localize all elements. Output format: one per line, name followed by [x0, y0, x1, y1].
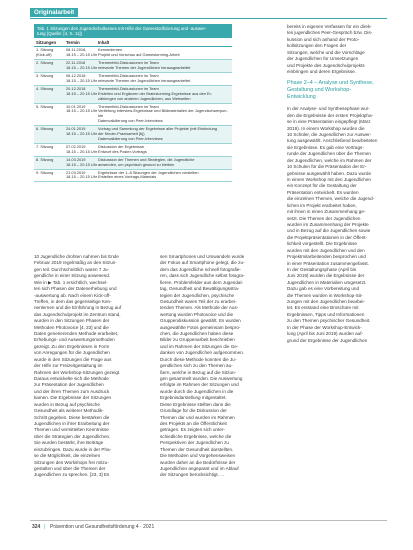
content-cell — [98, 87, 232, 102]
session-cell — [34, 158, 66, 168]
page-number: 324 — [32, 524, 41, 530]
cell-line: 21.03.2019 — [66, 170, 86, 175]
session-cell — [34, 127, 66, 142]
journal-name: Prävention und Gesundheitsförderung 4 · 2021 — [50, 524, 155, 530]
text-line: und Projekte des Jugendschulprojekts — [287, 62, 365, 68]
footer-separator: | — [44, 524, 46, 530]
cell-line: 08.11.2018, — [66, 48, 87, 53]
body-column-left — [34, 254, 146, 479]
date-cell — [66, 158, 98, 168]
text-line: der Fokus auf Smartphone gelegt, die zu- — [160, 260, 245, 266]
text-line: Rahmen der Workshop-Sitzungen gezeigt. — [34, 369, 121, 375]
text-line: Treffen, in dem das gegenseitige Ken- — [34, 298, 112, 304]
text-line: dem das Jugendliche schnell fotografie- — [160, 266, 241, 272]
text-line: ren, dass sich Jugendliche selbst fotogra- — [160, 273, 245, 279]
table-row — [34, 73, 232, 86]
table-row — [34, 86, 232, 104]
cell-line: Datenvalidierung von Peer-Interviews — [98, 119, 163, 124]
text-line: wurden in den Sitzungen Phasen der — [34, 318, 110, 324]
text-line: Präsentation entwickelt. Es wurden — [287, 189, 359, 195]
text-line: Jugendlichen in Materialien umgesetzt. — [287, 279, 367, 285]
text-line: einbringen und deren Ergebnisse. — [287, 68, 356, 74]
text-line: lichen im Projekt erarbeitet haben, — [287, 202, 357, 208]
cell-line: 18.15 – 20.15 Uhr — [66, 175, 98, 180]
text-line: lung (April bis Juni 2019) wurden auf- — [287, 331, 364, 337]
cell-line: 4. Sitzung — [36, 86, 54, 91]
session-cell — [34, 145, 66, 155]
session-cell — [34, 48, 66, 58]
text-line: Themen der Gesundheit darstellten. — [160, 446, 234, 452]
session-cell — [34, 105, 66, 125]
text-line: In der Phase der Workshop-Entwick- — [287, 324, 362, 330]
text-line: Gesundheit waren Teil der zu erarbei- — [160, 298, 237, 304]
page-footer — [30, 520, 387, 535]
table-body — [34, 47, 232, 182]
text-line: gezeigt. Zu den Ergebnissen in Form — [34, 343, 110, 349]
text-line: ein Konzept für die Gestaltung der — [287, 183, 357, 189]
text-line: tegien der Jugendlichen, psychische — [160, 292, 235, 298]
cell-line: 14.03.2019 — [66, 157, 86, 162]
date-cell — [66, 74, 98, 84]
cell-line: Ergebnisse der 1–8 Sitzungen der Jugendlichen vorstellen — [98, 170, 199, 175]
text-line: lichkeit vorgestellt. Die Ergebnisse — [287, 241, 357, 247]
text-line: die einzelnen Themen, welche die Jugend- — [287, 196, 375, 202]
sessions-table — [34, 24, 232, 182]
table-row — [34, 126, 232, 144]
cell-line: 18.15 – 20.15 Uhr — [66, 132, 98, 137]
cell-line: 9. Sitzung — [36, 170, 54, 175]
table-row — [34, 104, 232, 127]
date-cell — [66, 127, 98, 142]
date-cell — [66, 105, 98, 125]
text-line: in einer Präsentation zusammengefasst. — [287, 260, 369, 266]
content-cell — [98, 171, 232, 181]
cell-line: Erstellen eines Vortrags-Materials — [98, 175, 157, 180]
cell-line: Entwurf des Poster-Vortrags — [98, 149, 147, 154]
heading-line: Entwicklung — [287, 94, 316, 101]
text-line: ßern, welche in Bezug auf die Sitzun- — [160, 369, 237, 375]
table-caption — [34, 24, 232, 38]
text-line: sie Ergebnisse. Es gab eine Vortrags- — [287, 144, 364, 150]
text-line: se die Möglichkeit, die einzelnen — [34, 453, 101, 459]
text-line: der Hilfe zur Freizeitgestaltung im — [34, 363, 103, 369]
cell-line: Themenfeld-Diskussionen im Team — [98, 104, 159, 109]
text-line: -auswertung ab. Nach einem Kick-off- — [34, 292, 111, 298]
date-cell — [66, 145, 98, 155]
text-line: wurde in den Sitzungen die Frage aus — [34, 356, 112, 362]
text-line: se in eine Präsentation eingepflegt (März — [287, 119, 371, 125]
column-header-sessions: Sitzungen — [36, 40, 57, 46]
text-line: ten sich Phasen der Datenerhebung und — [34, 286, 117, 292]
text-line: tenden Themen. Als Methode der Aus- — [160, 305, 239, 311]
text-line: ausgewählte Fotos gemeinsam bespro- — [160, 324, 241, 330]
text-line: gendliche in einer Sitzung anwesend. — [34, 273, 111, 279]
text-line: 10 Schüler, die Jugendlichen zur Auswer- — [287, 132, 372, 138]
text-line: und im Rahmen der Sitzungen die Ge- — [160, 343, 239, 349]
text-line: Jugendlichen in ihrer Erarbeitung der — [34, 420, 110, 426]
text-line: Themen dar und wurden im Rahmen — [160, 414, 235, 420]
text-line: Themen und vermittelten Kenntnisse — [34, 427, 109, 433]
text-line: zu den Themen psychischer Gesundheit. — [287, 318, 371, 324]
cell-line: Datenvalidierung von Peer-Interviews — [98, 137, 163, 141]
cell-line: Themenfeld-Diskussionen im Team — [98, 61, 159, 66]
text-line: kollsitzungen den Fragen der — [287, 43, 347, 49]
content-cell — [98, 61, 232, 71]
text-line: Ergebnissen, Tipps und Informationen — [287, 311, 365, 317]
text-line: und der ihren Themen zum Ausdruck — [34, 388, 110, 394]
text-line: Bilder zu Gruppenarbeit beschrieben — [160, 337, 235, 343]
text-line: In der Gestaltungsphase (April bis — [287, 266, 357, 272]
cell-line: 1. Sitzung — [36, 48, 54, 53]
cell-line: zählungen von anderen Jugendlichen, aus Webseiten — [98, 96, 191, 101]
text-line: tung ausgewählt. Anschließend bearbeiteten — [287, 138, 378, 144]
text-line: gen gesammelt wurden. Die Auswertung — [160, 376, 243, 382]
cell-line: 24.01.2019 — [66, 127, 86, 132]
text-line: Wie in ▶ Tab. 1 ersichtlich, wechsel- — [34, 279, 108, 285]
cell-line: 07.02.2019 — [66, 144, 86, 149]
cell-line: 18.15 – 20.15 Uhr — [66, 78, 98, 83]
content-cell — [98, 127, 232, 142]
text-line: gebnisse ausgewählt haben. Dazu wurde — [287, 170, 372, 176]
text-line: wurden daher an die Bedürfnisse der — [160, 459, 236, 465]
section-label: Originalarbeit — [30, 8, 78, 17]
table-row — [34, 60, 232, 73]
date-cell — [66, 171, 98, 181]
text-line: kussion und sich anhand der Proto- — [287, 36, 360, 42]
cell-line: 18.15 – 20.15 Uhr — [66, 149, 98, 154]
text-line: das Jugendschulprojekt im Zentrum stand, — [34, 311, 121, 317]
text-line: Methoden Photovoice [4, 23] und die — [34, 324, 109, 330]
cell-line: 2. Sitzung — [36, 61, 54, 66]
text-line: runde der Jugendlichen über die Themen — [287, 151, 371, 157]
text-line: die Projektpräsentationen in der Öffent- — [287, 234, 368, 240]
cell-line: Kennenlernen — [98, 48, 123, 53]
cell-line: Themenfeld-Diskussionen im Team — [98, 74, 159, 79]
cell-line: Diskussion der Themen und Strategien, die Jugendliche — [98, 157, 195, 162]
table-header — [34, 38, 232, 47]
text-line: danken von Jugendlichen aufgenommen. — [160, 350, 245, 356]
cell-line: relevante Themen der Jugendlichen herausgearbeitet — [98, 66, 191, 71]
text-line: zungen mit den Jugendlichen bearbei- — [287, 299, 365, 305]
text-line: Schritt gegeben. Diese bestärken die — [34, 414, 110, 420]
text-line: Juni 2019) wurden die Ergebnisse der — [287, 273, 365, 279]
text-line: 10 Schulen für die Präsentation der Er- — [287, 164, 367, 170]
text-line: fieren. Problemfelder aus dem Jugendal- — [160, 279, 243, 285]
text-line: tes jugendliches Peer-Gespräch bzw. Dis- — [287, 30, 373, 36]
text-line: Erhebungs- und Auswertungsmethoden — [34, 337, 115, 343]
date-cell — [66, 87, 98, 102]
table-row — [34, 144, 232, 157]
text-line: wurden mit den Jugendlichen und den — [287, 247, 365, 253]
cell-line: anwenden, um psychisch gesund zu bleiben — [98, 162, 175, 167]
text-line: chen, die Jugendlichen haben diese — [160, 331, 234, 337]
header-divider — [30, 18, 387, 19]
session-cell — [34, 74, 66, 84]
text-line: Daten generierenden Methode erarbeitet, — [34, 331, 119, 337]
text-line: Sitzungen, welche und die Vorschläge — [287, 49, 365, 55]
text-line: getragen. Es zeigten sich unter- — [160, 427, 225, 433]
content-cell — [98, 48, 232, 58]
text-line: wurden im Zusammenhang der Projekte — [287, 221, 369, 227]
text-line: und in Bezug auf die Jugendlichen sowie — [287, 228, 371, 234]
text-line: Durch diese Methode konnten die Ju- — [160, 356, 237, 362]
cell-line: (Kick-off) — [36, 53, 52, 58]
text-line: schiedliche Ergebnisse, welche die — [160, 433, 232, 439]
text-line: den die Ergebnisse der ersten Projektpha- — [287, 112, 374, 118]
cell-line: Erstellen und Ergänzen der Brainstorming-Ergebnisse aus den Er- — [98, 91, 213, 96]
text-line: von Anregungen für die Jugendlichen — [34, 350, 110, 356]
text-line: Diese Ergebnisse stellten dann die — [160, 401, 231, 407]
text-line: sen Smartphones und Umwandeln wurde — [160, 254, 245, 259]
text-line: kamen. Die Ergebnisse der Sitzungen — [34, 395, 112, 401]
heading-line: Gestaltung und Workshop- — [287, 87, 352, 94]
right-column-body — [287, 106, 387, 344]
text-line: des Projekts an die Öffentlichkeit — [160, 420, 227, 426]
cell-line: 18.15 – 20.15 Uhr — [66, 109, 98, 114]
text-line: zur Präsentation der Jugendlichen — [34, 382, 104, 388]
text-line: Gruppendiskussion gewählt. Es wurden — [160, 318, 241, 324]
cell-line: relevante Themen der Jugendlichen herausgearbeitet — [98, 78, 191, 83]
text-line: Sitzungen des Workshops frei mitzu- — [34, 459, 109, 465]
text-line: der Jugendlichen, welche im Rahmen der — [287, 157, 372, 163]
content-cell — [98, 145, 232, 155]
content-cell — [98, 74, 232, 84]
cell-line: 8. Sitzung — [36, 157, 54, 162]
column-header-date: Termin — [66, 40, 80, 46]
text-line: wurden in Bezug auf psychische — [34, 401, 100, 407]
content-cell — [98, 158, 232, 168]
text-line: grund der Ergebnisse der Jugendlichen — [287, 337, 368, 343]
text-line: der Jugendlichen für Umsetzungen — [287, 56, 359, 62]
text-line: nenlernen und die Einführung in Bezug auf — [34, 305, 122, 311]
text-line: Dazu gab es eine Vorbereitung und — [287, 286, 360, 292]
body-column-middle — [160, 254, 272, 479]
right-column-intro — [287, 24, 387, 75]
text-line: tag, Gesundheit und Bewältigungsstra- — [160, 286, 240, 292]
text-line: mit ihnen in einen Zusammenhang ge- — [287, 209, 366, 215]
text-line: 2019). In einem Workshop wurden die — [287, 125, 365, 131]
cell-line: Vertiefung Interview-Ergebnisse und Bildmaterialien der Jugendschwerpun- — [98, 109, 228, 114]
section-heading — [287, 80, 387, 101]
text-line: Grundlage für die Diskussion der — [160, 408, 227, 414]
heading-line: Phase 2–4 – Analyse und Synthese, — [287, 80, 374, 87]
cell-line: 20.12.2018 — [66, 86, 86, 91]
text-line: Perspektiven der Jugendlichen zu — [160, 440, 229, 446]
session-cell — [34, 171, 66, 181]
caption-line: tung (Quelle: [4, S. 11]) — [37, 31, 83, 37]
cell-line: 18.15 – 20.15 Uhr — [66, 162, 98, 167]
cell-line: 10.01.2019 — [66, 104, 86, 109]
cell-line: kte — [98, 114, 104, 119]
text-line: bereits in eigenen Verfassen für ein direk- — [287, 24, 372, 29]
cell-line: der Kinder-Praxisarbeit [b]) — [98, 132, 145, 137]
session-cell — [34, 61, 66, 71]
caption-line: Tab. 1 Sitzungen des Jugendschulkurses mit Hilfe der Gamestorifizierung und -auswer- — [37, 26, 207, 31]
cell-line: 5. Sitzung — [36, 104, 54, 109]
text-line: wurde durch die Jugendlichen in die — [160, 388, 234, 394]
text-line: setzt. Die Themen der Jugendlichen — [287, 215, 361, 221]
table-row — [34, 170, 232, 183]
table-row — [34, 47, 232, 60]
text-line: Sie wurden bestärkt, ihre Beiträge — [34, 440, 104, 446]
text-line: gendlichen sich zu den Themen äu- — [160, 363, 233, 369]
text-line: Die Methoden und Vorgehensweisen — [160, 453, 236, 459]
cell-line: 18.15 – 20.15 Uhr — [66, 53, 98, 58]
table-row — [34, 157, 232, 170]
text-line: über die Strategien der Jugendlichen. — [34, 433, 111, 439]
date-cell — [66, 61, 98, 71]
cell-line: Projekt und Vorschau auf Gamestorming-Arbeit — [98, 53, 180, 58]
cell-line: 3. Sitzung — [36, 74, 54, 79]
text-line: der Sitzungen berücksichtigt. ... — [160, 472, 225, 478]
text-line: einzubringen. Dazu wurde in der Pha- — [34, 446, 112, 452]
cell-line: Diskussion der Ergebnisse — [98, 144, 145, 149]
text-line: Jugendlichen angepasst und im Ablauf — [160, 465, 239, 471]
session-cell — [34, 87, 66, 102]
text-line: die Themen wurden in Workshop-Sit- — [287, 292, 363, 298]
text-line: tet. Es entstand eine Broschüre mit — [287, 305, 359, 311]
cell-line: 18.15 – 20.15 Uhr — [66, 91, 98, 96]
text-line: 10 Jugendliche drohten nahmen bis Ende — [34, 254, 119, 259]
text-line: Ergebnisdarstellung mitgestaltet. — [160, 395, 227, 401]
cell-line: 06.12.2018 — [66, 74, 86, 79]
body-column-right — [287, 24, 387, 344]
date-cell — [66, 48, 98, 58]
cell-line: 18.15 – 20.15 Uhr — [66, 66, 98, 71]
text-line: In der Analyse- und Synthesephase wur- — [287, 106, 370, 112]
cell-line: Themenfeld-Diskussionen im Team — [98, 86, 159, 91]
text-line: Februar 2019 regelmäßig an den Sitzun- — [34, 260, 117, 266]
text-line: wertung wurden Photovoice und die — [160, 311, 234, 317]
cell-line: 6. Sitzung — [36, 127, 54, 132]
text-line: Projektmitarbeitenden besprochen und — [287, 254, 366, 260]
cell-line: 22.11.2018 — [66, 61, 86, 66]
cell-line: 7. Sitzung — [36, 144, 54, 149]
column-header-content: Inhalt — [98, 40, 110, 46]
cell-line: Vortrag und Sammlung der Ergebnisse aller Projekte (mit Einbindung — [98, 127, 217, 132]
content-cell — [98, 105, 232, 125]
text-line: erfolgte im Rahmen der Sitzungen und — [160, 382, 239, 388]
text-line: gen teil. Durchschnittlich waren 7 Ju- — [34, 266, 110, 272]
text-line: Jugendlichen zu sprechen. [23, 3] Es — [34, 472, 110, 478]
text-line: Gesundheit als weiterer Methodik- — [34, 408, 104, 414]
text-line: gestalten und über die Themen der — [34, 465, 106, 471]
text-line: in einem Workshop mit den Jugendlichen — [287, 177, 371, 183]
text-line: Daraus entwickelte sich die Methode — [34, 376, 109, 382]
